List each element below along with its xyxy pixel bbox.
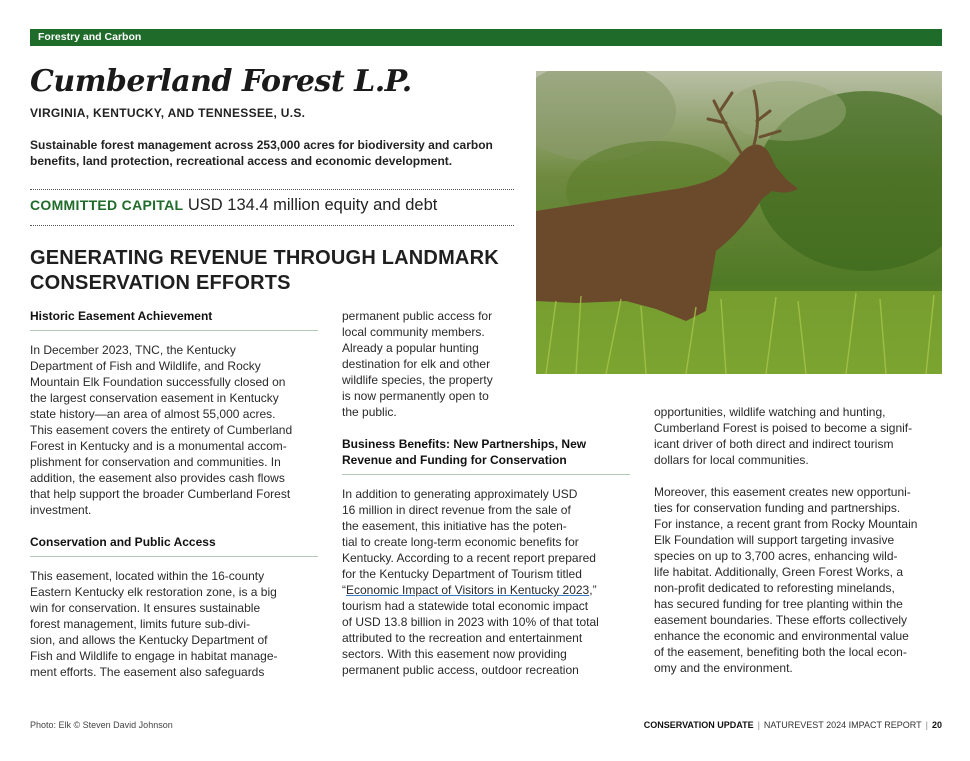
text-line: omy and the environment. <box>654 661 793 675</box>
report-link[interactable]: Economic Impact of Visitors in Kentucky 2023 <box>346 583 590 597</box>
text-line: In December 2023, TNC, the Kentucky <box>30 343 236 357</box>
text-line: Mountain Elk Foundation successfully closed on <box>30 375 286 389</box>
page-title: Cumberland Forest L.P. <box>30 64 412 99</box>
category-label: Forestry and Carbon <box>38 31 142 43</box>
section-heading: GENERATING REVENUE THROUGH LANDMARK CONSERVATION EFFORTS <box>30 247 499 294</box>
text-line: Elk Foundation will support targeting invasive <box>654 533 895 547</box>
text-line: Cumberland Forest is poised to become a signif- <box>654 421 913 435</box>
text-line: has secured funding for tree planting within the <box>654 597 903 611</box>
quote-close: ,” <box>589 583 597 597</box>
text-line: icant driver of both direct and indirect tourism <box>654 437 894 451</box>
text-line: Already a popular hunting <box>342 341 479 355</box>
text-line: species on up to 3,700 acres, enhancing wild- <box>654 549 898 563</box>
text-line: tourism had a statewide total economic impact <box>342 599 589 613</box>
business-benefits-text <box>342 486 634 678</box>
page-footer <box>644 720 942 730</box>
text-line: permanent public access for <box>342 309 493 323</box>
quote-open: “ <box>342 583 346 597</box>
text-line: ties for conservation funding and partnerships. <box>654 501 901 515</box>
text-line: is now permanently open to <box>342 389 489 403</box>
text-line: Eastern Kentucky elk restoration zone, is a big <box>30 585 277 599</box>
text-line: the largest conservation easement in Kentucky <box>30 391 279 405</box>
text-line: plishment for conservation and communities. In <box>30 455 281 469</box>
tourism-text <box>654 404 944 468</box>
text-line: dollars for local communities. <box>654 453 809 467</box>
text-line: addition, the easement also provides cash flows <box>30 471 285 485</box>
text-line: that help support the broader Cumberland Forest <box>30 487 291 501</box>
category-bar <box>30 29 942 46</box>
text-line: local community members. <box>342 325 485 339</box>
historic-easement-text <box>30 342 320 518</box>
heading-rule <box>342 474 630 475</box>
public-access-text <box>342 308 634 420</box>
divider-top <box>30 189 514 190</box>
heading-conservation-access: Conservation and Public Access <box>30 535 216 549</box>
location-subtitle: VIRGINIA, KENTUCKY, AND TENNESSEE, U.S. <box>30 106 306 120</box>
column-1 <box>30 308 320 680</box>
column-2 <box>342 308 634 678</box>
column-3 <box>654 404 944 676</box>
conservation-access-text <box>30 568 320 680</box>
text-line: enhance the economic and environmental value <box>654 629 909 643</box>
text-line: for the Kentucky Department of Tourism titled <box>342 567 582 581</box>
heading-business-benefits <box>342 436 634 468</box>
report-link-line <box>342 582 634 598</box>
heading-historic-easement: Historic Easement Achievement <box>30 309 213 323</box>
text-line: permanent public access, outdoor recreation <box>342 663 579 677</box>
footer-section: CONSERVATION UPDATE <box>643 720 754 730</box>
text-line: the easement, this initiative has the poten- <box>342 519 567 533</box>
text-line: sion, and allows the Kentucky Department of <box>30 633 268 647</box>
text-line: This easement covers the entirety of Cumberland <box>30 423 293 437</box>
text-line: opportunities, wildlife watching and hunting, <box>654 405 886 419</box>
text-line: attributed to the recreation and entertainment <box>342 631 583 645</box>
project-summary: Sustainable forest management across 253,000 acres for biodiversity and carbon benefits, land protection, recreational access and economic development. <box>30 138 493 168</box>
footer-separator: | <box>757 720 760 730</box>
text-line: non-profit dedicated to reforesting minelands, <box>654 581 895 595</box>
text-line: In addition to generating approximately USD <box>342 487 578 501</box>
text-line: Fish and Wildlife to engage in habitat manage- <box>30 649 278 663</box>
text-line: of the easement, benefiting both the local econ- <box>654 645 907 659</box>
text-line: investment. <box>30 503 92 517</box>
committed-capital-label: COMMITTED CAPITAL <box>30 197 184 213</box>
text-line: wildlife species, the property <box>342 373 493 387</box>
text-line: 16 million in direct revenue from the sale of <box>342 503 571 517</box>
text-line: life habitat. Additionally, Green Forest Works, a <box>654 565 904 579</box>
text-line: the public. <box>342 405 397 419</box>
text-line: Forest in Kentucky and is a monumental accom- <box>30 439 287 453</box>
heading-rule <box>30 556 318 557</box>
footer-separator: | <box>925 720 928 730</box>
text-line: sectors. With this easement now providing <box>342 647 567 661</box>
text-line: tial to create long-term economic benefits for <box>342 535 579 549</box>
text-line: ment efforts. The easement also safeguards <box>30 665 265 679</box>
heading-line: Business Benefits: New Partnerships, New <box>342 437 587 451</box>
text-line: forest management, limits future sub-divi- <box>30 617 251 631</box>
text-line: win for conservation. It ensures sustainable <box>30 601 261 615</box>
text-line: Department of Fish and Wildlife, and Rocky <box>30 359 261 373</box>
text-line: This easement, located within the 16-county <box>30 569 265 583</box>
text-line: For instance, a recent grant from Rocky Mountain <box>654 517 918 531</box>
text-line: of USD 13.8 billion in 2023 with 10% of that total <box>342 615 599 629</box>
page-number: 20 <box>931 720 942 730</box>
heading-line: Revenue and Funding for Conservation <box>342 453 567 467</box>
text-line: state history—an area of almost 55,000 acres. <box>30 407 276 421</box>
committed-capital <box>30 196 437 215</box>
photo-credit: Photo: Elk © Steven David Johnson <box>30 720 173 730</box>
text-line: easement boundaries. These efforts collectively <box>654 613 908 627</box>
partnerships-text <box>654 484 944 676</box>
committed-capital-value: USD 134.4 million equity and debt <box>187 196 438 214</box>
text-line: Kentucky. According to a recent report prepared <box>342 551 596 565</box>
divider-bottom <box>30 225 514 226</box>
heading-rule <box>30 330 318 331</box>
text-line: destination for elk and other <box>342 357 491 371</box>
footer-report: NATUREVEST 2024 IMPACT REPORT <box>763 720 922 730</box>
text-line: Moreover, this easement creates new opportuni- <box>654 485 911 499</box>
